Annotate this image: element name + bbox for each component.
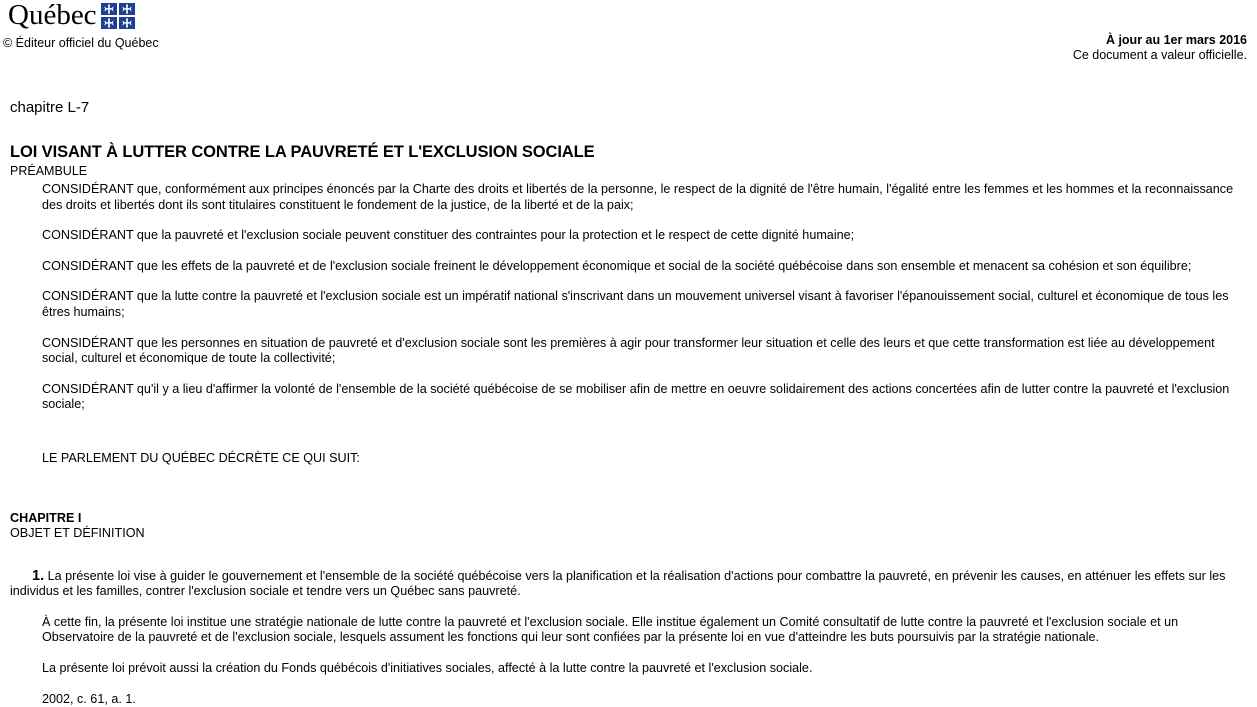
article-source-reference: 2002, c. 61, a. 1. [10, 692, 1247, 707]
fleur-de-lis-icon [119, 3, 135, 15]
fleur-de-lis-icon [101, 17, 117, 29]
document-header [0, 0, 1257, 72]
preamble-label: PRÉAMBULE [10, 164, 1247, 178]
article-paragraph-text: La présente loi vise à guider le gouvernement et l'ensemble de la société québécoise vers la planification et la réalisation d'actions pour combattre la pauvreté, en prévenir les causes, en atténuer les effets sur les individus et les familles, contrer l'exclusion sociale et tendre vers un Québec sans pauvreté. [10, 569, 1225, 599]
quebec-flag-logo [101, 3, 135, 29]
preamble-paragraph: CONSIDÉRANT que la pauvreté et l'exclusion sociale peuvent constituer des contraintes pour la protection et le respect de cette dignité humaine; [10, 228, 1247, 244]
fleur-de-lis-icon [101, 3, 117, 15]
chapitre-number: CHAPITRE I [10, 511, 1247, 526]
official-value-note: Ce document a valeur officielle. [1073, 48, 1247, 63]
preamble-paragraph: CONSIDÉRANT que, conformément aux principes énoncés par la Charte des droits et libertés de la personne, le respect de la dignité de l'être humain, l'égalité entre les femmes et les hommes et la reconnaissance des droits et libertés dont ils sont titulaires constituent le fondement de la justice, de la liberté et de la paix; [10, 182, 1247, 213]
preamble-paragraph: CONSIDÉRANT qu'il y a lieu d'affirmer la volonté de l'ensemble de la société québécoise de se mobiliser afin de mettre en oeuvre solidairement des actions concertées afin de lutter contre la pauvreté et l'exclusion sociale; [10, 382, 1247, 413]
document-content [0, 99, 1257, 707]
official-editor-line: © Éditeur officiel du Québec [3, 36, 159, 50]
chapitre-heading [10, 511, 1247, 541]
article-paragraph: À cette fin, la présente loi institue une stratégie nationale de lutte contre la pauvreté et l'exclusion sociale. Elle institue également un Comité consultatif de lutte contre la pauvreté et l'exclusion sociale et un Observatoire de la pauvreté et de l'exclusion sociale, lesquels assument les fonctions qui leur sont confiées par la présente loi en vue d'atteindre les buts poursuivis par la stratégie nationale. [10, 615, 1247, 646]
article-number: 1. [10, 568, 44, 584]
decree-statement: LE PARLEMENT DU QUÉBEC DÉCRÈTE CE QUI SUIT: [10, 451, 1247, 467]
article-paragraph: La présente loi prévoit aussi la création du Fonds québécois d'initiatives sociales, affecté à la lutte contre la pauvreté et l'exclusion sociale. [10, 661, 1247, 677]
page-title: LOI VISANT À LUTTER CONTRE LA PAUVRETÉ ET L'EXCLUSION SOCIALE [10, 143, 1247, 162]
chapter-reference: chapitre L-7 [10, 99, 1247, 117]
article-1 [10, 569, 1247, 707]
quebec-brand [8, 0, 135, 31]
update-info [1073, 33, 1247, 63]
preamble-paragraphs [10, 182, 1247, 413]
update-date: À jour au 1er mars 2016 [1073, 33, 1247, 48]
chapitre-title: OBJET ET DÉFINITION [10, 526, 1247, 541]
preamble-paragraph: CONSIDÉRANT que les effets de la pauvreté et de l'exclusion sociale freinent le développement économique et social de la société québécoise dans son ensemble et menacent sa cohésion et son équilibre; [10, 259, 1247, 275]
preamble-paragraph: CONSIDÉRANT que les personnes en situation de pauvreté et d'exclusion sociale sont les premières à agir pour transformer leur situation et celle des leurs et que cette transformation est liée au développement social, culturel et économique de toute la collectivité; [10, 336, 1247, 367]
preamble-paragraph: CONSIDÉRANT que la lutte contre la pauvreté et l'exclusion sociale est un impératif national s'inscrivant dans un mouvement universel visant à favoriser l'épanouissement social, culturel et économique de tous les êtres humains; [10, 289, 1247, 320]
quebec-wordmark: Québec [8, 0, 97, 31]
article-first-paragraph [10, 569, 1247, 600]
fleur-de-lis-icon [119, 17, 135, 29]
